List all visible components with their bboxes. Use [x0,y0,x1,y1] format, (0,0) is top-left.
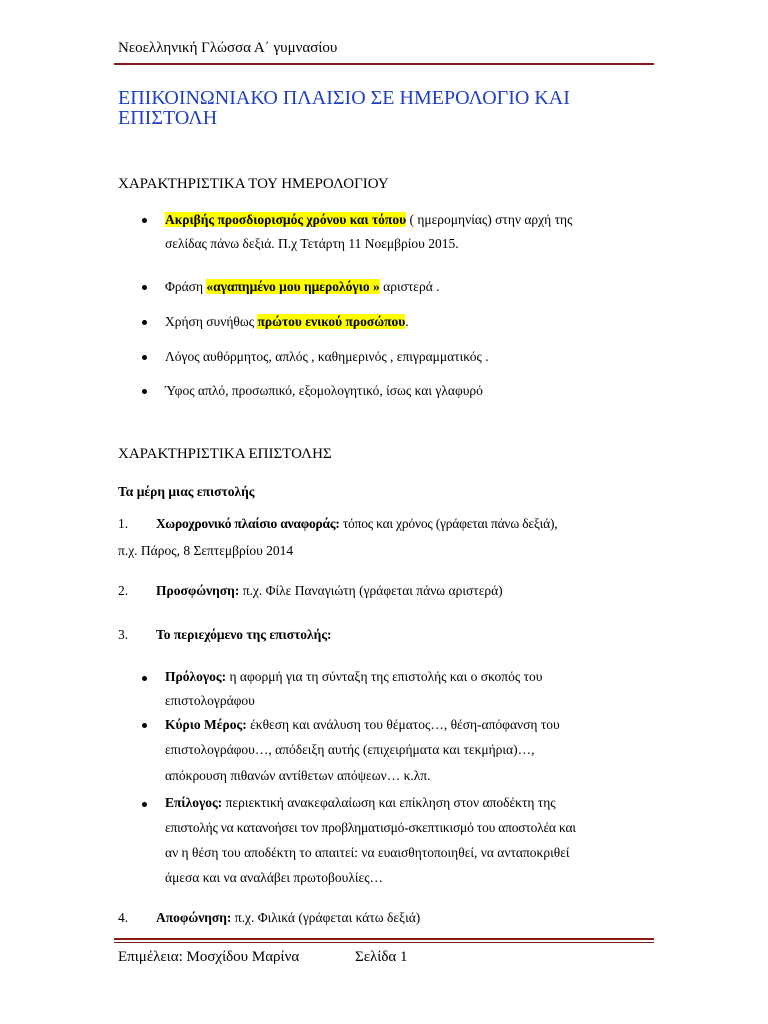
title-line-1: ΕΠΙΚΟΙΝΩΝΙΑΚΟ ΠΛΑΙΣΙΟ ΣΕ ΗΜΕΡΟΛΟΓΙΟ ΚΑΙ [118,87,570,109]
item-1-text: τόπος και χρόνος (γράφεται πάνω δεξιά), [339,516,558,531]
item-1-number: 1. [118,516,129,531]
letter-item-1 [156,512,557,536]
content-epilogue-line4: άμεσα και να αναλάβει πρωτοβουλίες… [165,870,384,885]
bullet-icon [142,320,147,325]
bullet-icon [142,389,147,394]
item-3-number: 3. [118,627,129,642]
bullet-icon [142,802,147,807]
content-epilogue-line2: επιστολής να κατανοήσει τον προβληματισμό-σκεπτικισμό του αποστολέα και [165,820,576,835]
diary-bullet-1 [165,208,572,232]
diary-bullet-1-highlight: Ακριβής προσδιορισμός χρόνου και τόπου [165,212,407,227]
diary-bullet-4: Λόγος αυθόρμητος, απλός , καθημερινός , επιγραμματικός . [165,349,489,364]
item-2-text: π.χ. Φίλε Παναγιώτη (γράφεται πάνω αριστερά) [239,583,503,598]
content-epilogue-line3: αν η θέση του αποδέκτη το απαιτεί: να ευαισθητοποιηθεί, να ανταποκριθεί [165,845,570,860]
item-3-label: Το περιεχόμενο της επιστολής: [156,627,332,642]
diary-bullet-1-line2: σελίδας πάνω δεξιά. Π.χ Τετάρτη 11 Νοεμβρίου 2015. [165,236,459,251]
bullet-icon [142,355,147,360]
diary-heading: ΧΑΡΑΚΤΗΡΙΣΤΙΚΑ ΤΟΥ ΗΜΕΡΟΛΟΓΙΟΥ [118,176,389,192]
letter-item-4 [156,906,420,930]
diary-bullet-3 [165,310,409,334]
letter-subheading: Τα μέρη μιας επιστολής [118,484,255,499]
item-4-text: π.χ. Φιλικά (γράφεται κάτω δεξιά) [231,910,421,925]
item-4-number: 4. [118,910,129,925]
letter-item-2 [156,579,503,603]
bullet-icon [142,285,147,290]
diary-bullet-5: Ύφος απλό, προσωπικό, εξομολογητικό, ίσως και γλαφυρό [165,383,483,398]
footer-rule-top [114,938,654,940]
item-2-label: Προσφώνηση: [156,583,240,598]
item-2-number: 2. [118,583,129,598]
main-label: Κύριο Μέρος: [165,717,247,732]
epilogue-label: Επίλογος: [165,795,223,810]
diary-bullet-2-pre: Φράση [165,279,207,294]
diary-bullet-2 [165,275,440,299]
footer-rule-bottom [114,942,654,943]
diary-bullet-2-post: αριστερά . [379,279,440,294]
prologue-label: Πρόλογος: [165,669,227,684]
content-main [165,713,560,737]
diary-bullet-3-pre: Χρήση συνήθως [165,314,258,329]
footer-page-number: Σελίδα 1 [355,949,408,965]
letter-item-1-line2: π.χ. Πάρος, 8 Σεπτεμβρίου 2014 [118,543,294,558]
bullet-icon [142,218,147,223]
document-title [118,88,638,128]
content-prologue-line2: επιστολογράφου [165,693,255,708]
main-text: έκθεση και ανάλυση του θέματος…, θέση-απόφανση του [246,717,560,732]
epilogue-text: περιεκτική ανακεφαλαίωση και επίκληση στον αποδέκτη της [222,795,556,810]
footer-author: Επιμέλεια: Μοσχίδου Μαρίνα [118,949,300,965]
prologue-text: η αφορμή για τη σύνταξη της επιστολής και ο σκοπός του [226,669,543,684]
diary-bullet-1-rest: ( ημερομηνίας) στην αρχή της [406,212,573,227]
diary-bullet-3-highlight: πρώτου ενικού προσώπου [257,314,406,329]
content-epilogue [165,791,556,815]
bullet-icon [142,723,147,728]
page-header: Νεοελληνική Γλώσσα Α΄ γυμνασίου [118,40,338,56]
content-main-line2: επιστολογράφου…, απόδειξη αυτής (επιχειρήματα και τεκμήρια)…, [165,742,535,757]
title-line-2: ΕΠΙΣΤΟΛΗ [118,107,218,129]
diary-bullet-2-highlight: «αγαπημένο μου ημερολόγιο » [206,279,380,294]
content-prologue [165,665,542,689]
item-4-label: Αποφώνηση: [156,910,232,925]
content-main-line3: απόκρουση πιθανών αντίθετων απόψεων… κ.λπ. [165,768,431,783]
header-rule [114,63,654,65]
letter-heading: ΧΑΡΑΚΤΗΡΙΣΤΙΚΑ ΕΠΙΣΤΟΛΗΣ [118,446,332,462]
diary-bullet-3-post: . [405,314,409,329]
bullet-icon [142,676,147,681]
item-1-label: Χωροχρονικό πλαίσιο αναφοράς: [156,516,340,531]
